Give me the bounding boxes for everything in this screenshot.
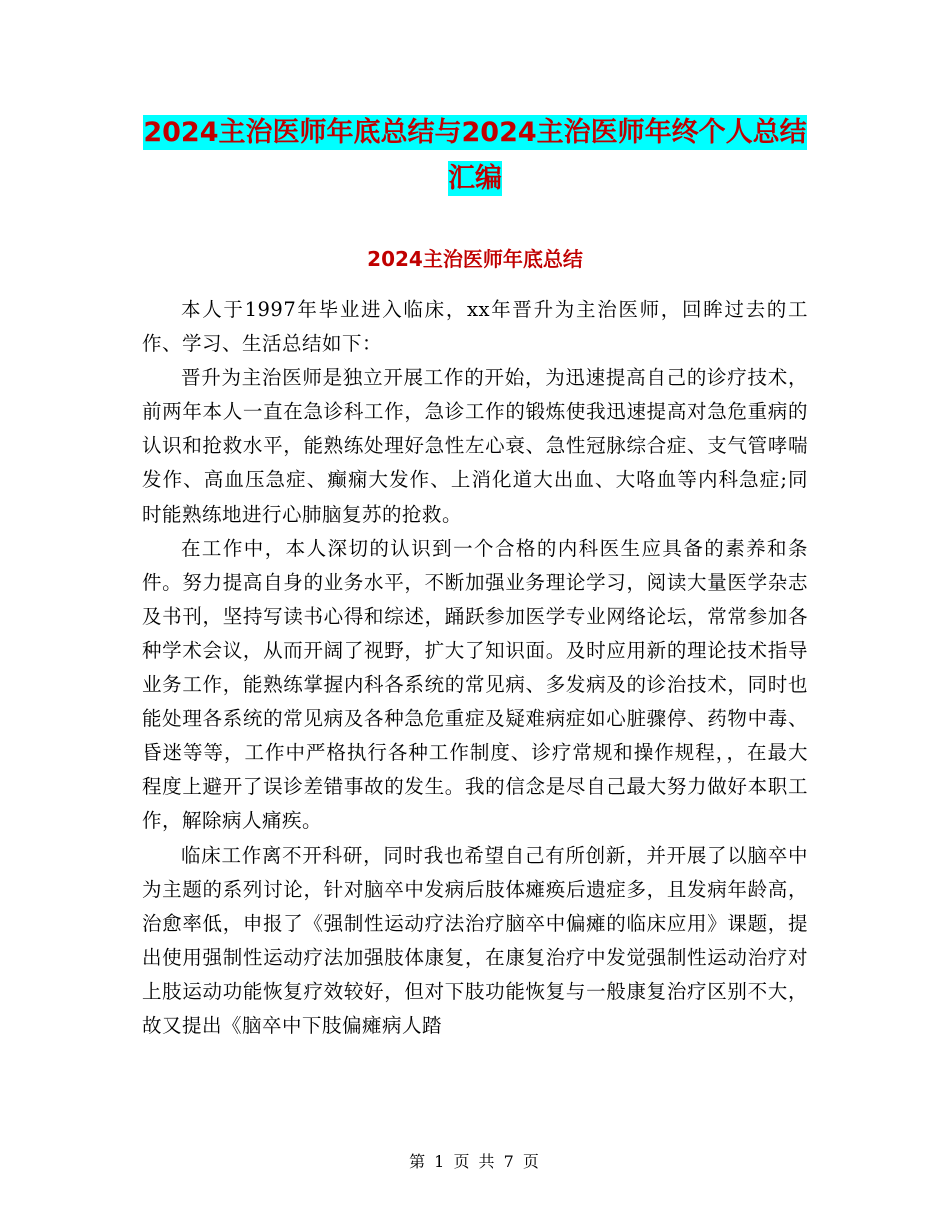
paragraph: 晋升为主治医师是独立开展工作的开始，为迅速提高自己的诊疗技术，前两年本人一直在急诊科工作，急诊工作的锻炼使我迅速提高对急危重病的认识和抢救水平，能熟练处理好急性左心衰、急性冠脉综合症、支气管哮喘发作、高血压急症、癫痫大发作、上消化道大出血、大咯血等内科急症;同时能熟练地进行心肺脑复苏的抢救。 <box>142 366 808 526</box>
document-title-line-1: 2024主治医师年底总结与2024主治医师年终个人总结 <box>143 117 807 148</box>
paragraph: 本人于1997年毕业进入临床，xx年晋升为主治医师，回眸过去的工作、学习、生活总结如下： <box>142 298 808 356</box>
page-footer: 第 1 页 共 7 页 <box>409 1152 541 1171</box>
document-title-line-2: 汇编 <box>448 163 502 194</box>
paragraph: 临床工作离不开科研，同时我也希望自己有所创新，并开展了以脑卒中为主题的系列讨论，针对脑卒中发病后肢体瘫痪后遗症多，且发病年龄高，治愈率低，申报了《强制性运动疗法治疗脑卒中偏瘫的临床应用》课题，提出使用强制性运动疗法加强肢体康复，在康复治疗中发觉强制性运动治疗对上肢运动功能恢复疗效较好，但对下肢功能恢复与一般康复治疗区别不大，故又提出《脑卒中下肢偏瘫病人踏 <box>142 843 808 1037</box>
document-title <box>140 110 810 202</box>
paragraph: 在工作中，本人深切的认识到一个合格的内科医生应具备的素养和条件。努力提高自身的业务水平，不断加强业务理论学习，阅读大量医学杂志及书刊，坚持写读书心得和综述，踊跃参加医学专业网络论坛，常常参加各种学术会议，从而开阔了视野，扩大了知识面。及时应用新的理论技术指导业务工作，能熟练掌握内科各系统的常见病、多发病及的诊治技术，同时也能处理各系统的常见病及各种急危重症及疑难病症如心脏骤停、药物中毒、昏迷等等，工作中严格执行各种工作制度、诊疗常规和操作规程，，在最大程度上避开了误诊差错事故的发生。我的信念是尽自己最大努力做好本职工作，解除病人痛疾。 <box>142 536 808 833</box>
section-title: 2024主治医师年底总结 <box>367 247 583 271</box>
body-text <box>142 293 808 1043</box>
